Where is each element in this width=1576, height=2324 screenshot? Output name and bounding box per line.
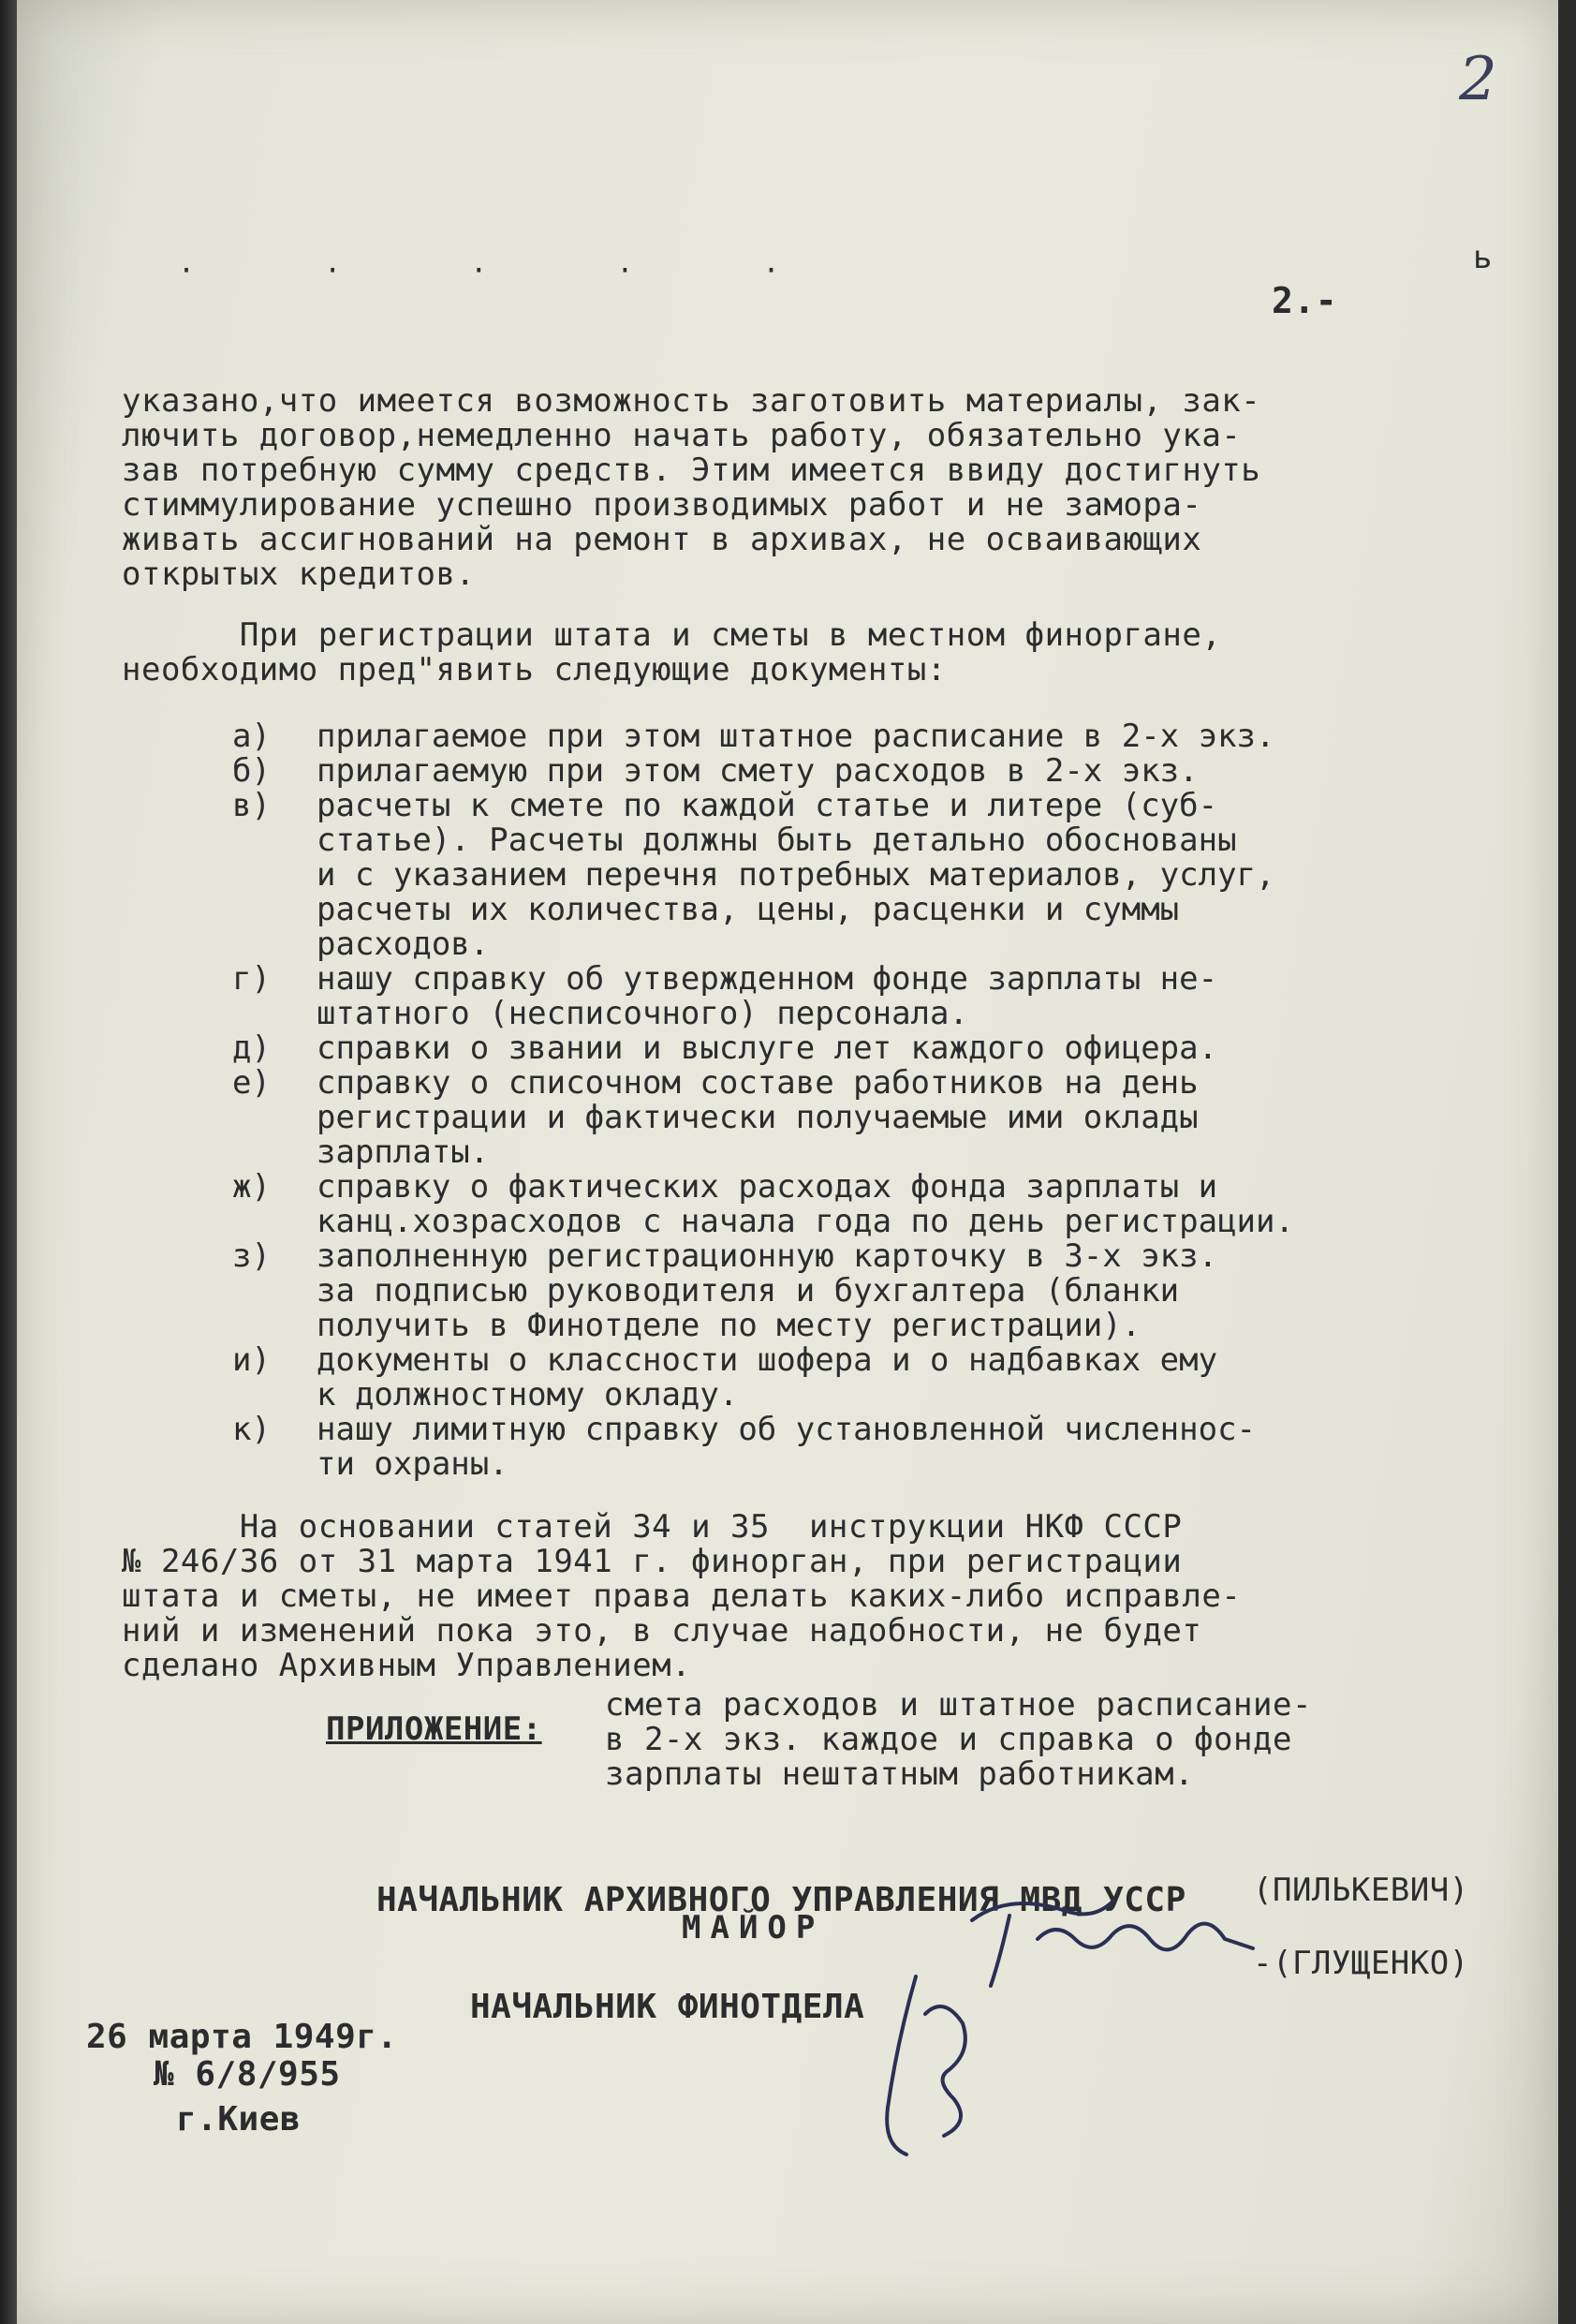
handwritten-signature-2 bbox=[860, 1958, 1009, 2173]
handwritten-page-mark: 2 bbox=[1459, 45, 1497, 114]
list-item bbox=[232, 1170, 1294, 1239]
list-item bbox=[232, 1343, 1294, 1413]
decorative-dots: · · · · · bbox=[178, 255, 836, 288]
list-item-letter: д) bbox=[232, 1029, 271, 1067]
list-item-letter: б) bbox=[232, 752, 271, 790]
document-page bbox=[17, 0, 1558, 2324]
list-item bbox=[232, 1413, 1294, 1482]
list-item-text: справки о звании и выслуге лет каждого офицера. bbox=[317, 1029, 1218, 1067]
document-list bbox=[232, 719, 1294, 1482]
list-item bbox=[232, 1066, 1294, 1170]
corner-tick: ь bbox=[1473, 239, 1493, 276]
page-number: 2.- bbox=[1272, 280, 1338, 321]
document-city: г.Киев bbox=[176, 2100, 302, 2139]
paragraph-registration: При регистрации штата и сметы в местном финоргане, необходимо пред"явить следующие документы: bbox=[122, 616, 1222, 688]
appendix-label: ПРИЛОЖЕНИЕ: bbox=[326, 1710, 542, 1748]
signatory-archive-title: НАЧАЛЬНИК АРХИВНОГО УПРАВЛЕНИЯ МВД УССР bbox=[376, 1881, 1186, 1919]
list-item-text: прилагаемую при этом смету расходов в 2-х экз. bbox=[317, 752, 1199, 790]
list-item-letter: и) bbox=[232, 1341, 271, 1379]
list-item-letter: в) bbox=[232, 787, 271, 824]
document-number: № 6/8/955 bbox=[154, 2055, 341, 2094]
list-item-letter: з) bbox=[232, 1237, 271, 1275]
list-item-letter: е) bbox=[232, 1064, 271, 1102]
list-item bbox=[232, 789, 1294, 962]
list-item-text: нашу лимитную справку об установленной численнос- ти охраны. bbox=[317, 1411, 1257, 1483]
binding-edge bbox=[0, 0, 17, 2324]
signatory-archive-name: (ПИЛЬКЕВИЧ) bbox=[1253, 1872, 1469, 1909]
list-item-letter: а) bbox=[232, 718, 271, 755]
document-date: 26 марта 1949г. bbox=[86, 2018, 398, 2056]
list-item bbox=[232, 962, 1294, 1031]
list-item-text: прилагаемое при этом штатное расписание в 2-х экз. bbox=[317, 718, 1275, 755]
list-item bbox=[232, 1239, 1294, 1343]
signatory-finance-name: -(ГЛУЩЕНКО) bbox=[1253, 1945, 1469, 1982]
signatory-rank: МАЙОР bbox=[682, 1909, 825, 1947]
list-item bbox=[232, 719, 1294, 754]
list-item-text: нашу справку об утвержденном фонде зарплаты не- штатного (несписочного) персонала. bbox=[317, 960, 1218, 1032]
paragraph-legal-basis: На основании статей 34 и 35 инструкции НКФ СССР № 246/36 от 31 марта 1941 г. финорган, при регистрации штата и сметы, не имеет права делать каких-либо исправле- ний и изменений пока это, в случае надобности, не будет сделано Архивным Управлением. bbox=[122, 1508, 1242, 1684]
list-item-text: справку о списочном составе работников на день регистрации и фактически получаемые ими оклады зарплаты. bbox=[317, 1064, 1199, 1171]
list-item-text: расчеты к смете по каждой статье и литере (суб- статье). Расчеты должны быть детально обоснованы и с указанием перечня потребных материалов, услуг, расчеты их количества, цены, расценки и суммы расходов. bbox=[317, 787, 1275, 963]
list-item-letter: ж) bbox=[232, 1168, 271, 1206]
appendix-text: смета расходов и штатное расписание- в 2-х экз. каждое и справка о фонде зарплаты нештатным работникам. bbox=[605, 1686, 1312, 1793]
list-item-letter: г) bbox=[232, 960, 271, 998]
list-item bbox=[232, 1031, 1294, 1066]
signatory-finance-title: НАЧАЛЬНИК ФИНОТДЕЛА bbox=[470, 1988, 865, 2026]
list-item bbox=[232, 754, 1294, 789]
list-item-text: заполненную регистрационную карточку в 3-х экз. за подписью руководителя и бухгалтера (бланки получить в Финотделе по месту регистрации). bbox=[317, 1237, 1218, 1344]
list-item-letter: к) bbox=[232, 1411, 271, 1448]
list-item-text: справку о фактических расходах фонда зарплаты и канц.хозрасходов с начала года по день регистрации. bbox=[317, 1168, 1294, 1240]
list-item-text: документы о классности шофера и о надбавках ему к должностному окладу. bbox=[317, 1341, 1218, 1414]
paragraph-continuation: указано,что имеется возможность заготовить материалы, зак- лючить договор,немедленно начать работу, обязательно ука- зав потребную сумму средств. Этим имеется ввиду достигнуть стиммулирование успешно производимых работ и не замора- живать ассигнований на ремонт в архивах, не осваивающих открытых кредитов. bbox=[122, 382, 1261, 593]
